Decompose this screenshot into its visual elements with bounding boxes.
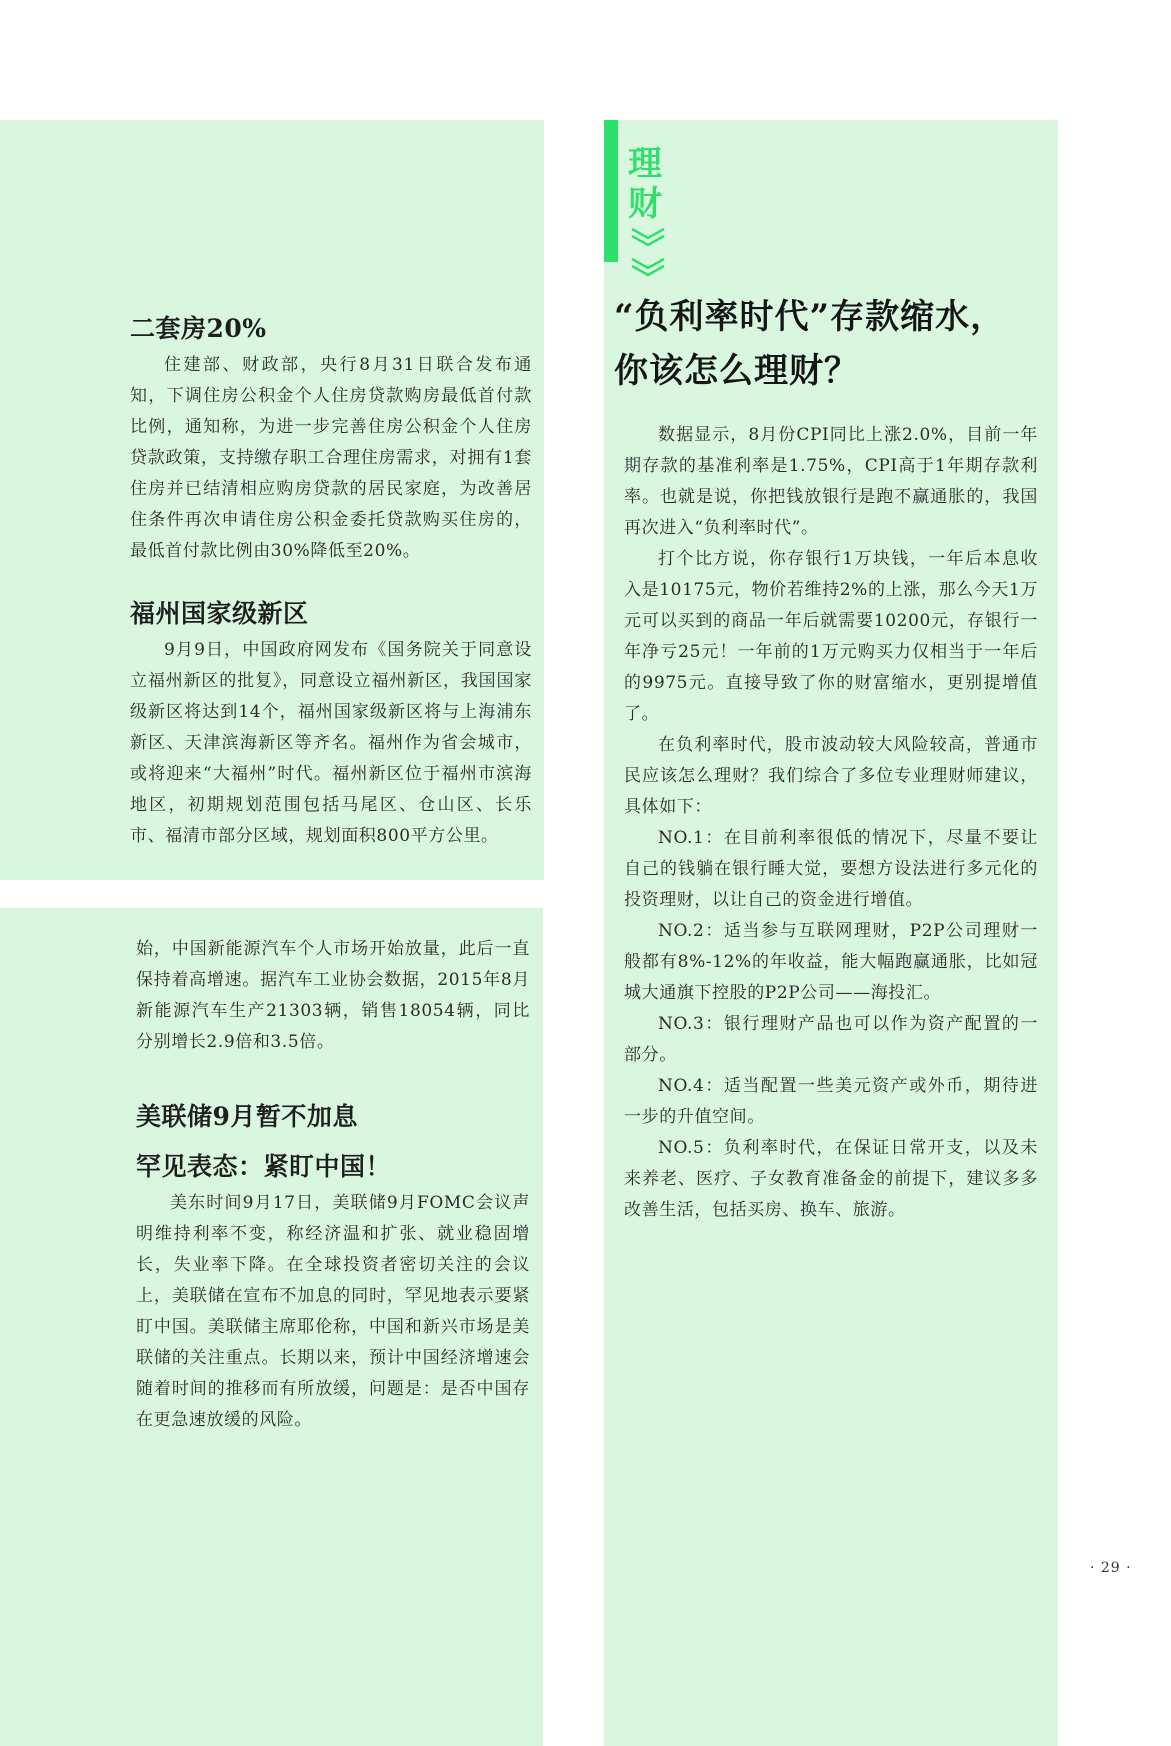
paragraph: 数据显示，8月份CPI同比上涨2.0%，目前一年期存款的基准利率是1.75%，CPI高于1年期存款利率。也就是说，你把钱放银行是跑不赢通胀的，我国再次进入“负利率时代”。 (624, 425, 1038, 538)
paragraph: NO.5：负利率时代，在保证日常开支，以及未来养老、医疗、子女教育准备金的前提下，建议多多改善生活，包括买房、换车、旅游。 (624, 1138, 1038, 1220)
section-accent-bar (604, 120, 618, 262)
chevron-down-icon (630, 226, 666, 248)
section-label-char: 理 (628, 144, 662, 184)
section-label (628, 144, 668, 224)
paragraph: NO.1：在目前利率很低的情况下，尽量不要让自己的钱躺在银行睡大觉，要想方设法进行多元化的投资理财，以让自己的资金进行增值。 (624, 828, 1038, 910)
article-title-line2: 你该怎么理财？ (614, 351, 859, 391)
paragraph: 打个比方说，你存银行1万块钱，一年后本息收入是10175元，物价若维持2%的上涨，那么今天1万元可以买到的商品一年后就需要10200元，存银行一年净亏25元！一年前的1万元购买力仅相当于一年后的9975元。直接导致了你的财富缩水，更别提增值了。 (624, 549, 1038, 724)
paragraph: NO.4：适当配置一些美元资产或外币，期待进一步的升值空间。 (624, 1076, 1038, 1127)
paragraph: 9月9日，中国政府网发布《国务院关于同意设立福州新区的批复》，同意设立福州新区，我国国家级新区将达到14个，福州国家级新区将与上海浦东新区、天津滨海新区等齐名。福州作为省会城市，或将迎来“大福州”时代。福州新区位于福州市滨海地区，初期规划范围包括马尾区、仓山区、长乐市、福清市部分区域，规划面积800平方公里。 (130, 640, 532, 846)
section-heading: 福州国家级新区 (130, 599, 309, 628)
paragraph: 住建部、财政部，央行8月31日联合发布通知，下调住房公积金个人住房贷款购房最低首付款比例，通知称，为进一步完善住房公积金个人住房贷款政策，支持缴存职工合理住房需求，对拥有1套住房并已结清相应购房贷款的居民家庭，为改善居住条件再次申请住房公积金委托贷款购买住房的，最低首付款比例由30%降低至20%。 (130, 355, 532, 561)
paragraph: 在负利率时代，股市波动较大风险较高，普通市民应该怎么理财？我们综合了多位专业理财师建议，具体如下： (624, 735, 1038, 817)
right-article-body (624, 420, 1038, 1226)
section-label-char: 财 (628, 184, 662, 224)
section-heading-line2: 罕见表态：紧盯中国！ (136, 1152, 392, 1181)
paragraph: NO.2：适当参与互联网理财，P2P公司理财一般都有8%-12%的年收益，能大幅跑赢通胀，比如冠城大通旗下控股的P2P公司——海投汇。 (624, 921, 1038, 1003)
left-top-column (130, 312, 532, 852)
section-heading-line1: 美联储9月暂不加息 (136, 1102, 358, 1131)
chevron-down-icon (630, 256, 666, 278)
article-title (614, 290, 1054, 398)
page-number: · 29 · (1090, 1560, 1132, 1576)
article-title-line1: “负利率时代”存款缩水， (614, 297, 1006, 337)
section-heading: 二套房20% (130, 314, 267, 343)
paragraph: NO.3：银行理财产品也可以作为资产配置的一部分。 (624, 1014, 1038, 1065)
paragraph: 美东时间9月17日，美联储9月FOMC会议声明维持利率不变，称经济温和扩张、就业稳固增长，失业率下降。在全球投资者密切关注的会议上，美联储在宣布不加息的同时，罕见地表示要紧盯中国。美联储主席耶伦称，中国和新兴市场是美联储的关注重点。长期以来，预计中国经济增速会随着时间的推移而有所放缓，问题是：是否中国存在更急速放缓的风险。 (136, 1193, 530, 1430)
left-bottom-column (136, 934, 530, 1436)
continued-paragraph: 始，中国新能源汽车个人市场开始放量，此后一直保持着高增速。据汽车工业协会数据，2015年8月新能源汽车生产21303辆，销售18054辆，同比分别增长2.9倍和3.5倍。 (136, 939, 530, 1052)
